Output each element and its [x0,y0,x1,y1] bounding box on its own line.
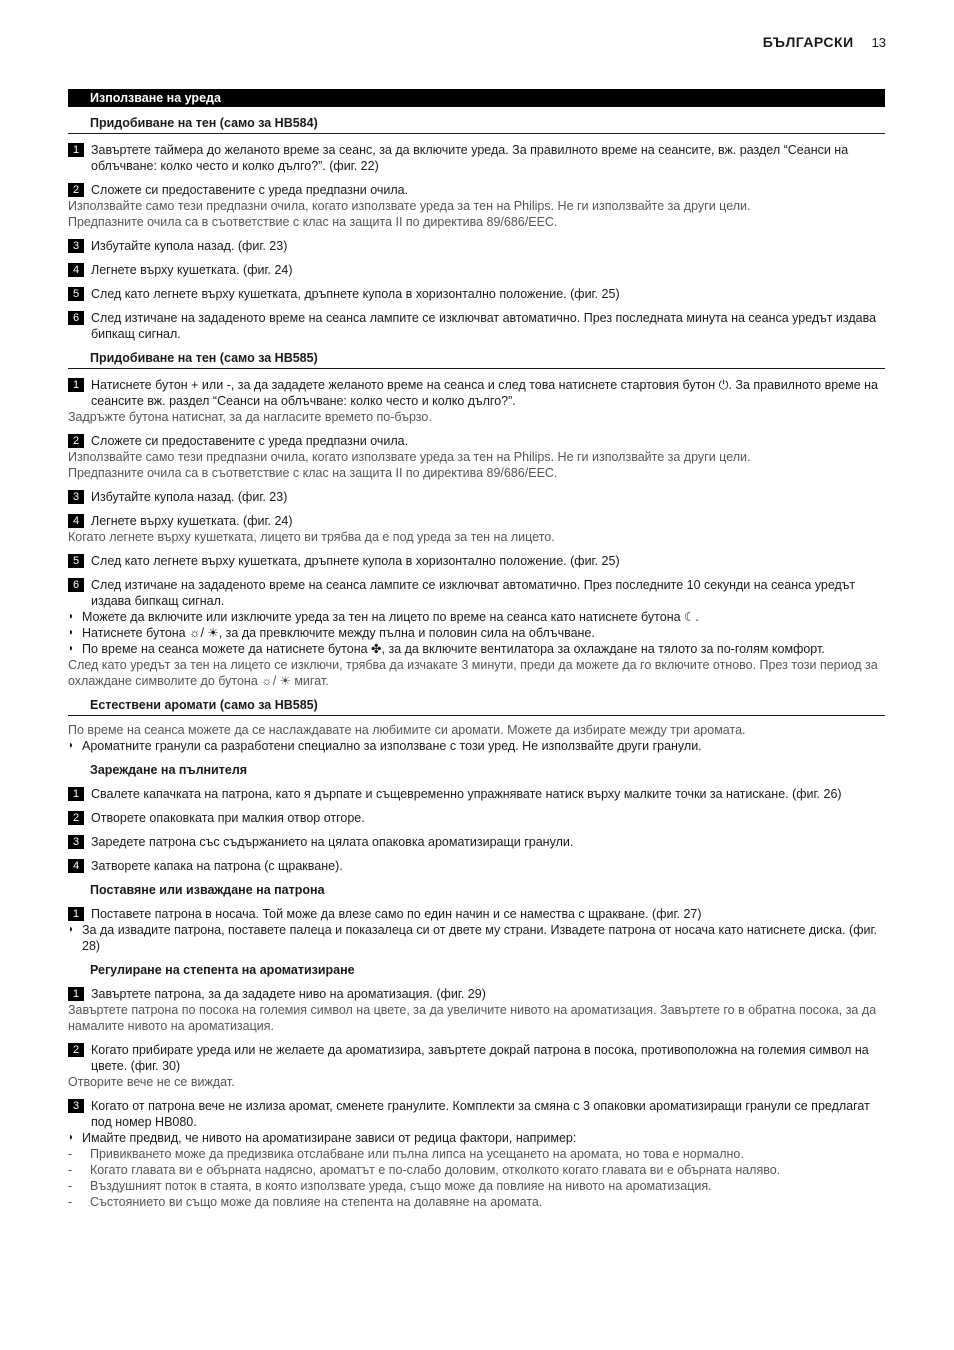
section-title-bar: Използване на уреда [68,89,885,107]
step-number: 1 [68,378,84,392]
step-text: Избутайте купола назад. (фиг. 23) [91,239,288,253]
step-text: След като легнете върху кушетката, дръпнете купола в хоризонтално положение. (фиг. 25) [91,287,620,301]
regulate-factor: - Въздушният поток в стаята, в която използвате уреда, също може да повлияе на нивото на ароматизация. [68,1178,885,1194]
step-text: Свалете капачката на патрона, като я дърпате и същевременно упражнявате натиск върху малките точки за натискане. (фиг. 26) [91,787,842,801]
step-number: 4 [68,263,84,277]
hb584-heading: Придобиване на тен (само за HB584) [68,115,885,134]
step-text: След изтичане на зададеното време на сеанса лампите се изключват автоматично. През последната минута на сеанса уредът издава бипкащ сигнал. [91,311,877,341]
step-number: 3 [68,490,84,504]
step-text: Легнете върху кушетката. (фиг. 24) [91,514,293,528]
regulate-factor: - Когато главата ви е обърната надясно, ароматът е по-слабо доловим, отколкото когато главата ви е обърната наляво. [68,1162,885,1178]
hb585-step-1 [68,377,885,409]
page-content [68,89,885,1210]
aroma-bullet: ◗ Ароматните гранули са разработени специално за използване с този уред. Не използвайте други гранули. [68,738,885,754]
step-text: Сложете си предоставените с уреда предпазни очила. [91,434,409,448]
step-number: 1 [68,907,84,921]
step-number: 3 [68,835,84,849]
step-number: 4 [68,514,84,528]
hb584-step-3 [68,238,885,254]
refill-heading: Зареждане на пълнителя [90,763,248,777]
hb585-heading: Придобиване на тен (само за HB585) [68,350,885,369]
step-number: 2 [68,183,84,197]
step-number: 6 [68,311,84,325]
step-number: 3 [68,1099,84,1113]
step-text: Сложете си предоставените с уреда предпазни очила. [91,183,409,197]
step-number: 2 [68,1043,84,1057]
step-text: Когато прибирате уреда или не желаете да ароматизира, завъртете докрай патрона в посока, противоположна на големия символ на цвете. (фиг. 30) [91,1043,869,1073]
regulate-step-2 [68,1042,885,1074]
cartridge-step-1 [68,906,885,922]
hb585-step-4 [68,513,885,529]
step-text: След като легнете върху кушетката, дръпнете купола в хоризонтално положение. (фиг. 25) [91,554,620,568]
regulate-step-1 [68,986,885,1002]
step-text: Избутайте купола назад. (фиг. 23) [91,490,288,504]
cartridge-bullet: ◗ За да извадите патрона, поставете палеца и показалеца си от двете му страни. Извадете патрона от носача като натиснете диска. (фиг. 28) [68,922,885,954]
step-text: Завъртете таймера до желаното време за сеанс, за да включите уреда. За правилното време на сеансите, вж. раздел “Сеанси на облъчване: колко често и колко дълго?”. (фиг. 22) [91,143,849,173]
hb584-step-1 [68,142,885,174]
hb585-step-6 [68,577,885,609]
cartridge-heading: Поставяне или изваждане на патрона [90,883,325,897]
hb584-step-5 [68,286,885,302]
step-number: 1 [68,987,84,1001]
hb585-step-4-note: Когато легнете върху кушетката, лицето ви трябва да е под уреда за тен на лицето. [68,530,555,544]
step-number: 2 [68,811,84,825]
hb585-step-1-note: Задръжте бутона натиснат, за да нагласите времето по-бързо. [68,410,432,424]
step-number: 1 [68,143,84,157]
step-number: 4 [68,859,84,873]
hb584-step-2-note: Използвайте само тези предпазни очила, когато използвате уреда за тен на Philips. Не ги използвайте за други цели. [68,199,751,213]
step-text: Затворете капака на патрона (с щракване). [91,859,343,873]
step-number: 2 [68,434,84,448]
refill-step-3 [68,834,885,850]
step-number: 6 [68,578,84,592]
hb585-bullet-power: ◗ Натиснете бутона ☼/ ☀, за да превключите между пълна и половин сила на облъчване. [68,625,885,641]
page-header [763,34,886,50]
refill-step-2 [68,810,885,826]
aroma-heading: Естествени аромати (само за HB585) [68,697,885,716]
hb585-fan-note: След като уредът за тен на лицето се изключи, трябва да изчакате 3 минути, преди да можете да го включите отново. През този период за охлаждане символите до бутона ☼/ ☀ мигат. [68,658,878,688]
hb584-step-4 [68,262,885,278]
hb584-step-2 [68,182,885,198]
regulate-factor: - Привикването може да предизвика отслабване или пълна липса на усещането на аромата, но това е нормално. [68,1146,885,1162]
regulate-bullet: ◗ Имайте предвид, че нивото на ароматизиране зависи от редица фактори, например: [68,1130,885,1146]
step-number: 1 [68,787,84,801]
regulate-factor: - Състоянието ви също може да повлияе на степента на долавяне на аромата. [68,1194,885,1210]
hb585-step-2 [68,433,885,449]
hb585-bullet-fan: ◗ По време на сеанса можете да натиснете бутона ✤, за да включите вентилатора за охлаждане на тялото за по-голям комфорт. [68,641,885,657]
hb585-step-2-note: Използвайте само тези предпазни очила, когато използвате уреда за тен на Philips. Не ги използвайте за други цели. [68,450,751,464]
regulate-step-3 [68,1098,885,1130]
step-text: Когато от патрона вече не излиза аромат, сменете гранулите. Комплекти за смяна с 3 опаковки ароматизиращи гранули се предлагат под номер HB080. [91,1099,870,1129]
step-text: Натиснете бутон + или -, за да зададете желаното време на сеанса и след това натиснете стартовия бутон ⏻. За правилното време на сеансите вж. раздел “Сеанси на облъчване: колко често и колко дълго?”. [91,378,878,408]
step-text: Легнете върху кушетката. (фиг. 24) [91,263,293,277]
aroma-intro: По време на сеанса можете да се наслаждавате на любимите си аромати. Можете да избирате между три аромата. [68,723,746,737]
regulate-heading: Регулиране на степента на ароматизиране [90,963,355,977]
hb584-step-6 [68,310,885,342]
step-text: След изтичане на зададеното време на сеанса лампите се изключват автоматично. През последните 10 секунди на сеанса уредът издава бипкащ сигнал. [91,578,856,608]
step-text: Поставете патрона в носача. Той може да влезе само по един начин и се намества с щракване. (фиг. 27) [91,907,702,921]
language-label: БЪЛГАРСКИ [762,34,854,50]
refill-step-1 [68,786,885,802]
regulate-step-1-note: Завъртете патрона по посока на големия символ на цвете, за да увеличите нивото на ароматизация. Завъртете го в обратна посока, за да намалите нивото на ароматизация. [68,1003,877,1033]
step-text: Заредете патрона със съдържанието на цялата опаковка ароматизиращи гранули. [91,835,574,849]
refill-step-4 [68,858,885,874]
page-number: 13 [871,35,886,50]
hb585-step-5 [68,553,885,569]
regulate-step-2-note: Отворите вече не се виждат. [68,1075,235,1089]
step-number: 3 [68,239,84,253]
step-text: Отворете опаковката при малкия отвор отгоре. [91,811,365,825]
hb585-bullet-face-tanner: ◗ Можете да включите или изключите уреда за тен на лицето по време на сеанса като натиснете бутона ☾. [68,609,885,625]
step-number: 5 [68,287,84,301]
hb584-step-2-note: Предпазните очила са в съответствие с клас на защита II по директива 89/686/EEC. [68,215,558,229]
step-number: 5 [68,554,84,568]
hb585-step-3 [68,489,885,505]
hb585-step-2-note: Предпазните очила са в съответствие с клас на защита II по директива 89/686/EEC. [68,466,558,480]
step-text: Завъртете патрона, за да зададете ниво на ароматизация. (фиг. 29) [91,987,486,1001]
